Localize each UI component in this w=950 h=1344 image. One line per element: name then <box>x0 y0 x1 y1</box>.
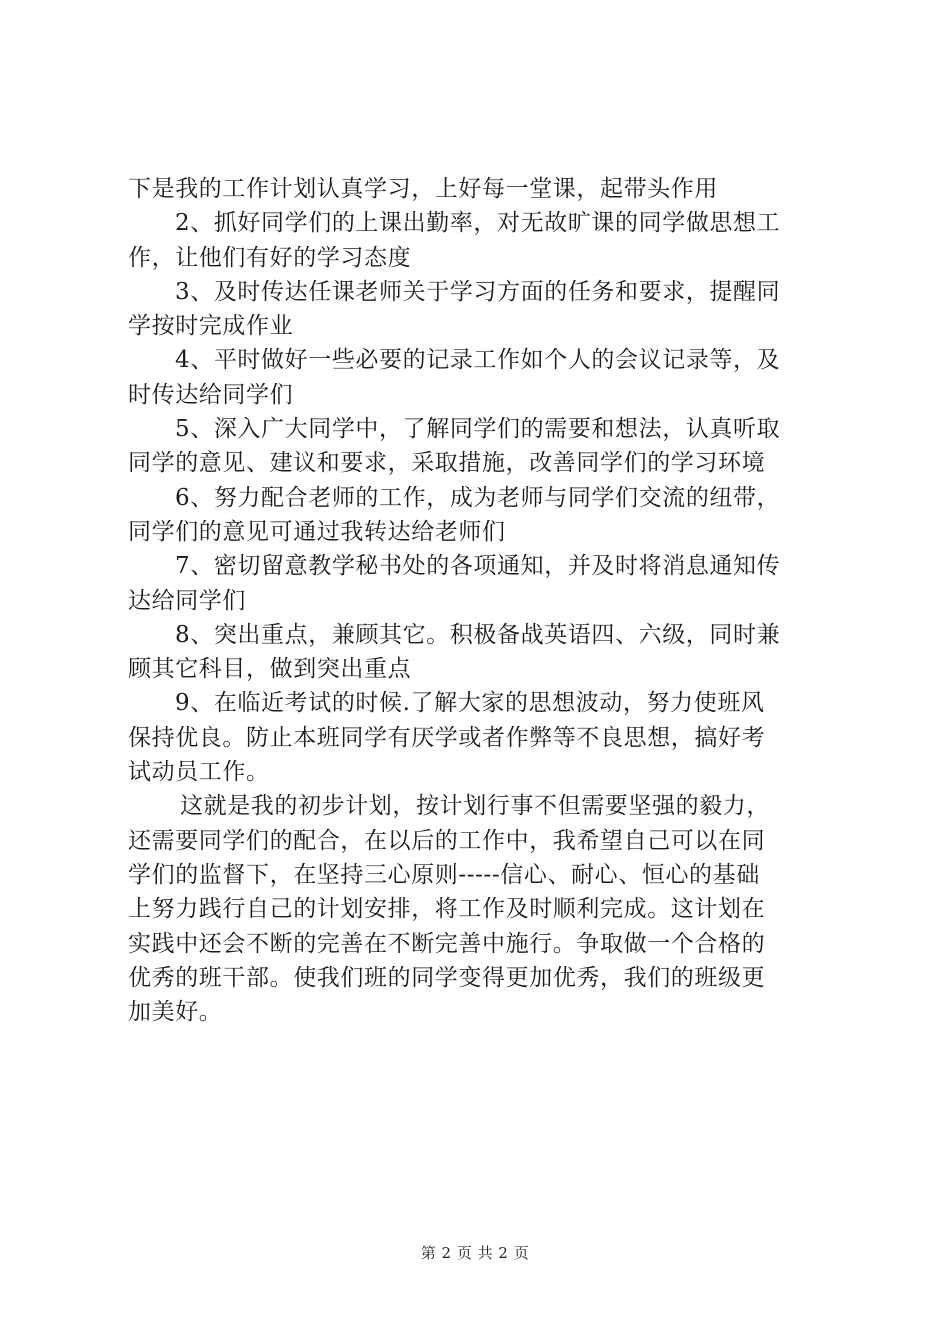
text-line: 加美好。 <box>128 999 223 1026</box>
page-number-footer: 第 2 页 共 2 页 <box>420 1244 530 1262</box>
text-line: 时传达给同学们 <box>128 381 294 408</box>
text-line: 上努力践行自己的计划安排，将工作及时顺利完成。这计划在 <box>128 896 766 923</box>
text-line: 实践中还会不断的完善在不断完善中施行。争取做一个合格的 <box>128 930 766 957</box>
text-line: 这就是我的初步计划，按计划行事不但需要坚强的毅力， <box>180 793 770 820</box>
text-line: 5、深入广大同学中，了解同学们的需要和想法，认真听取 <box>175 416 781 443</box>
text-line: 7、密切留意教学秘书处的各项通知，并及时将消息通知传 <box>175 553 781 580</box>
text-line: 8、突出重点，兼顾其它。积极备战英语四、六级，同时兼 <box>175 621 781 648</box>
text-line: 同学们的意见可通过我转达给老师们 <box>128 518 506 545</box>
text-line: 4、平时做好一些必要的记录工作如个人的会议记录等，及 <box>175 347 781 374</box>
text-line: 学按时完成作业 <box>128 313 294 340</box>
document-body <box>128 172 834 1029</box>
text-line: 2、抓好同学们的上课出勤率，对无故旷课的同学做思想工 <box>175 210 781 237</box>
text-line: 学们的监督下，在坚持三心原则-----信心、耐心、恒心的基础 <box>128 861 760 888</box>
text-line: 优秀的班干部。使我们班的同学变得更加优秀，我们的班级更 <box>128 964 766 991</box>
text-line: 6、努力配合老师的工作，成为老师与同学们交流的纽带， <box>175 484 781 511</box>
text-line: 下是我的工作计划认真学习，上好每一堂课，起带头作用 <box>128 176 718 202</box>
text-line: 保持优良。防止本班同学有厌学或者作弊等不良思想，搞好考 <box>128 724 766 751</box>
text-line: 作，让他们有好的学习态度 <box>128 244 412 271</box>
text-line: 9、在临近考试的时候.了解大家的思想波动，努力使班风 <box>175 690 765 717</box>
text-line: 达给同学们 <box>128 587 246 614</box>
text-line: 顾其它科目，做到突出重点 <box>128 656 412 683</box>
text-line: 还需要同学们的配合，在以后的工作中，我希望自己可以在同 <box>128 827 766 854</box>
text-line: 3、及时传达任课老师关于学习方面的任务和要求，提醒同 <box>175 278 781 305</box>
text-line: 同学的意见、建议和要求，采取措施，改善同学们的学习环境 <box>128 450 766 477</box>
text-line: 试动员工作。 <box>128 759 270 786</box>
